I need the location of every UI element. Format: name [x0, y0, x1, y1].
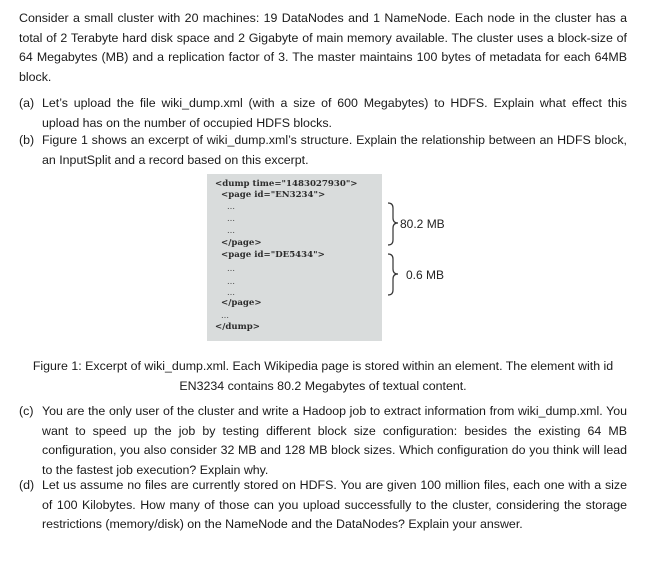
question-c-text: You are the only user of the cluster and write a Hadoop job to extract information from wiki_dump.xml. You want to speed up the job by testing different block size configuration: besides the existing 64 MB configuration, you also consider 32 MB and 128 MB block sizes. Which configuration do you think will lead to the fastest job execution? Explain why. [42, 404, 627, 477]
code-page2-close: </page> [221, 298, 262, 308]
code-ellipsis: … [227, 226, 235, 235]
question-a-text: Let’s upload the file wiki_dump.xml (with a size of 600 Megabytes) to HDFS. Explain what effect this upload has on the number of occupied HDFS blocks. [42, 96, 627, 130]
code-dump-close: </dump> [215, 322, 260, 332]
code-ellipsis: … [227, 288, 235, 297]
question-d-text: Let us assume no files are currently stored on HDFS. You are given 100 million files, each one with a size of 100 Kilobytes. How many of those can you upload successfully to the cluster, considering the storage restrictions (memory/disk) on the NameNode and the DataNodes? Explain your answer. [42, 478, 627, 531]
question-c-label: (c) [19, 404, 34, 418]
question-a-label: (a) [19, 96, 35, 110]
question-a [19, 94, 627, 133]
code-dump-open: <dump time="1483027930"> [215, 179, 358, 189]
brace-icon [386, 202, 400, 298]
intro-paragraph: Consider a small cluster with 20 machines: 19 DataNodes and 1 NameNode. Each node in the cluster has a total of 2 Terabyte hard disk space and 2 Gigabyte of main memory available. The cluster uses a block-size of 64 Megabytes (MB) and a replication factor of 3. The master maintains 100 bytes of metadata for each 64MB block. [19, 11, 627, 84]
code-ellipsis: … [227, 277, 235, 286]
code-page1-close: </page> [221, 238, 262, 248]
code-page1-open: <page id="EN3234"> [221, 190, 326, 200]
question-d-label: (d) [19, 478, 35, 492]
question-b-text: Figure 1 shows an excerpt of wiki_dump.xml’s structure. Explain the relationship between an HDFS block, an InputSplit and a record based on this excerpt. [42, 133, 627, 167]
code-ellipsis: … [227, 214, 235, 223]
question-b [19, 131, 627, 170]
question-b-label: (b) [19, 133, 35, 147]
size-label-page2: 0.6 MB [406, 268, 445, 282]
question-d [19, 476, 627, 535]
code-ellipsis: … [221, 311, 229, 320]
code-ellipsis: … [227, 202, 235, 211]
code-ellipsis: … [227, 264, 235, 273]
code-page2-open: <page id="DE5434"> [221, 250, 325, 260]
size-label-page1: 80.2 MB [400, 217, 445, 231]
xml-excerpt-figure [207, 174, 382, 341]
question-c [19, 402, 627, 480]
figure-caption: Figure 1: Excerpt of wiki_dump.xml. Each Wikipedia page is stored within an element. The element with id EN3234 contains 80.2 Megabytes of textual content. [32, 359, 614, 393]
